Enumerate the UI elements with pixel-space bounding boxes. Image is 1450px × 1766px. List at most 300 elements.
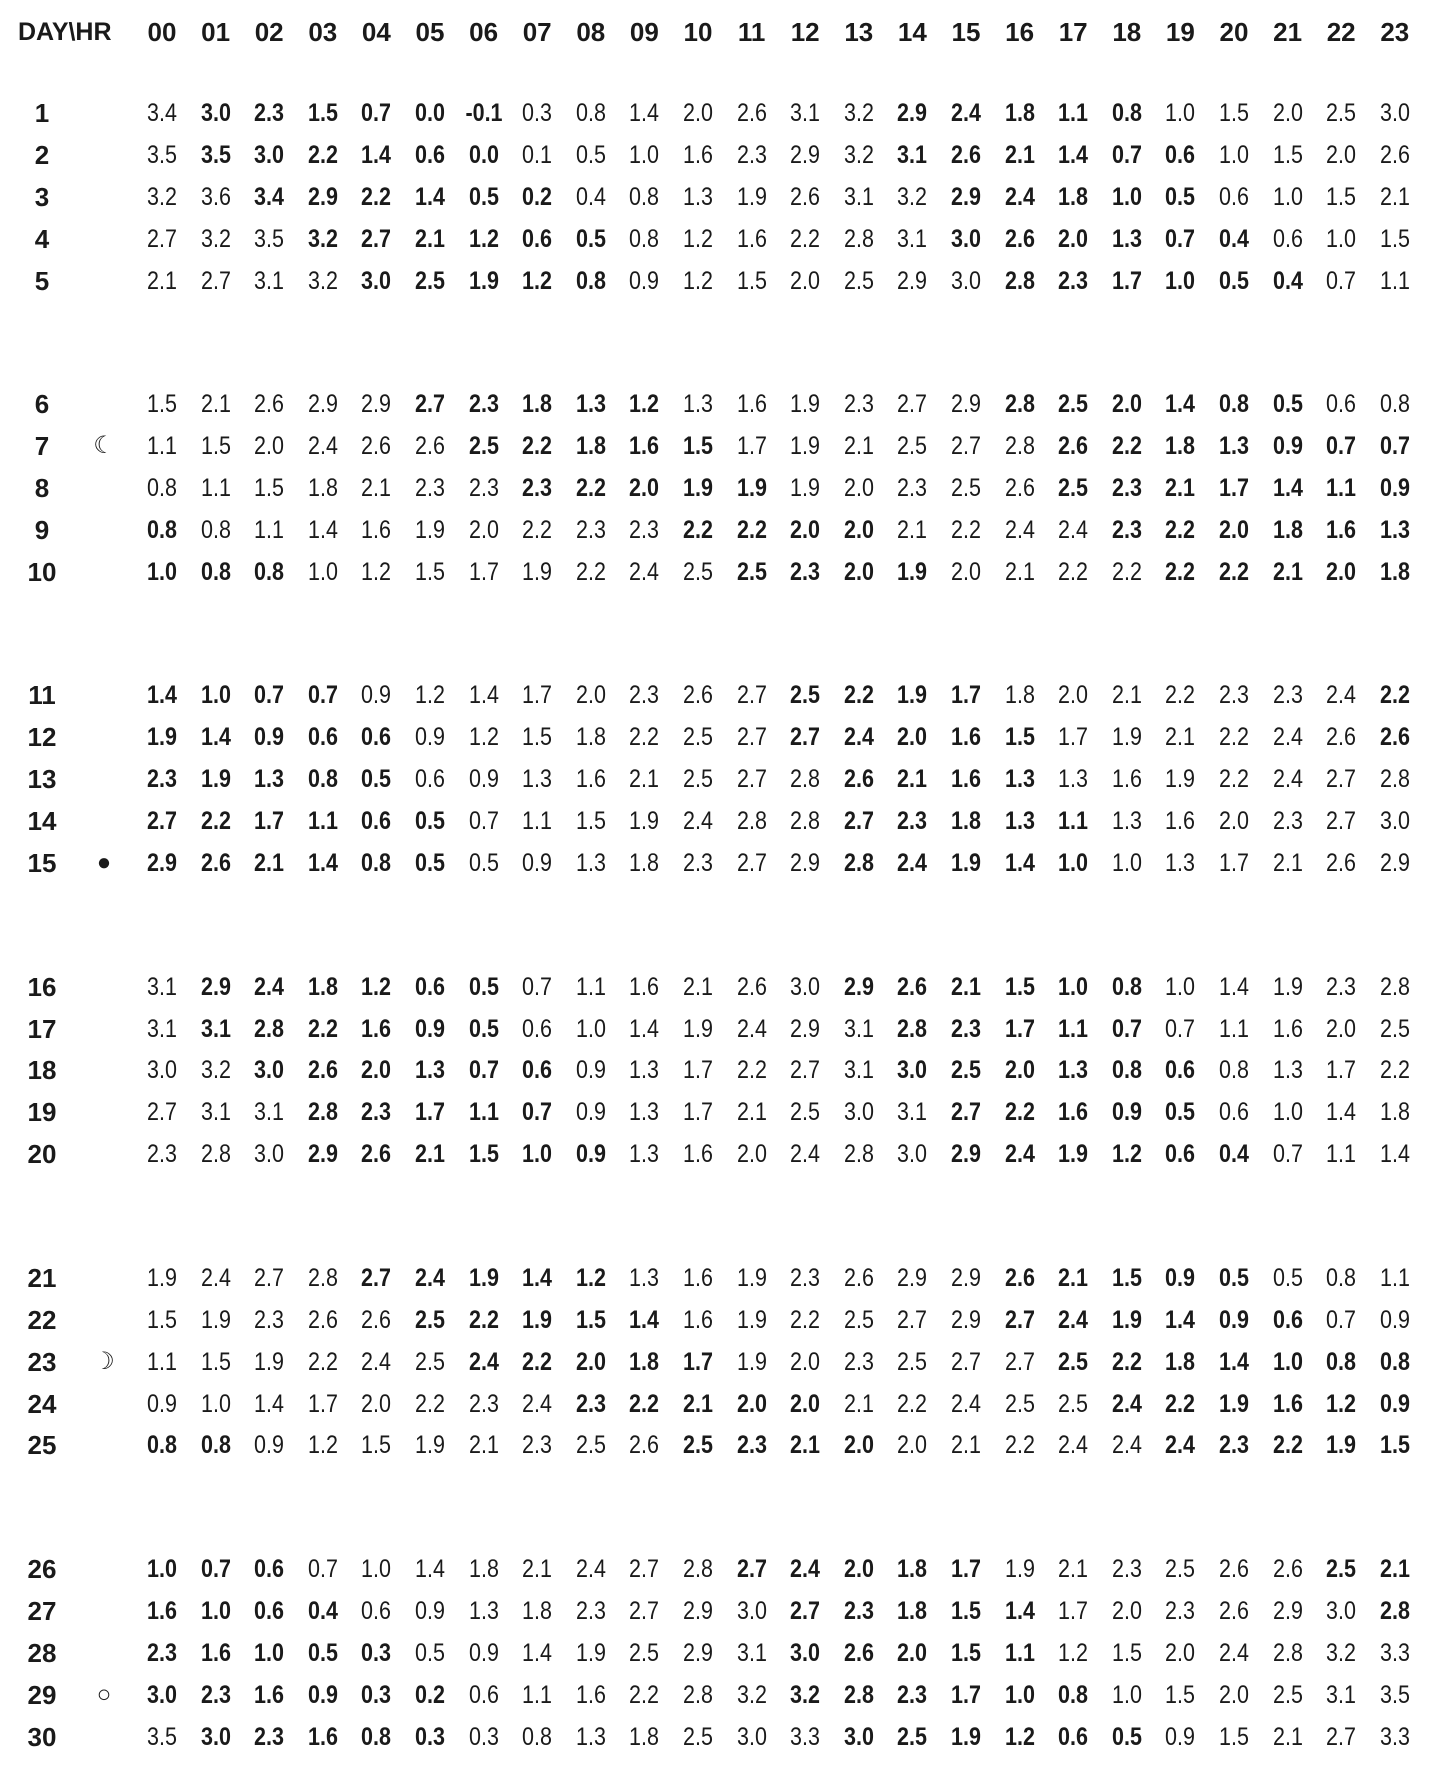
hour-header: 23 (1380, 17, 1410, 47)
tide-height-cell: 2.8 (1004, 390, 1035, 419)
tide-height-cell: 2.1 (1272, 1722, 1303, 1751)
tide-height-cell: 3.0 (361, 266, 392, 295)
tide-height-cell: 0.6 (1165, 1140, 1196, 1169)
tide-height-cell: 2.6 (951, 140, 981, 169)
tide-height-cell: 0.6 (254, 1596, 285, 1625)
tide-height-cell: 2.4 (254, 972, 285, 1001)
tide-height-cell: 1.0 (1111, 849, 1142, 877)
tide-height-cell: 2.7 (1326, 807, 1357, 836)
tide-height-cell: 0.5 (468, 182, 499, 211)
tide-height-cell: 1.8 (1165, 1347, 1196, 1376)
tide-height-cell: 2.3 (629, 681, 660, 710)
tide-height-cell: 2.2 (843, 681, 874, 710)
tide-height-cell: 3.1 (897, 1098, 928, 1127)
tide-height-cell: 1.1 (254, 515, 285, 544)
tide-height-cell: 2.9 (147, 849, 177, 877)
tide-height-cell: 0.9 (1165, 1722, 1196, 1751)
tide-height-cell: 2.8 (790, 807, 821, 836)
tide-height-cell: 1.1 (1004, 1638, 1035, 1667)
tide-height-cell: 1.2 (468, 723, 499, 752)
tide-height-cell: 2.4 (1272, 723, 1303, 752)
tide-height-cell: 1.9 (1219, 1389, 1249, 1418)
tide-height-cell: 1.9 (629, 807, 660, 836)
tide-height-cell: 1.8 (307, 972, 338, 1001)
tide-height-cell: 3.3 (1379, 1722, 1410, 1751)
tide-height-cell: 3.0 (254, 1140, 285, 1169)
tide-height-cell: 0.7 (1326, 266, 1357, 295)
tide-height-cell: 2.1 (1379, 182, 1410, 211)
tide-height-cell: 2.4 (1004, 1140, 1035, 1169)
tide-height-cell: 0.7 (1326, 432, 1357, 461)
tide-height-cell: 3.2 (897, 182, 928, 211)
tide-height-cell: 2.3 (522, 474, 553, 502)
tide-height-cell: 2.4 (1111, 1389, 1142, 1418)
tide-height-cell: 2.7 (736, 1555, 767, 1583)
tide-height-cell: 0.4 (1219, 224, 1249, 253)
tide-height-cell: 2.5 (843, 1305, 874, 1334)
tide-height-cell: 2.3 (843, 1596, 874, 1625)
hour-header: 11 (737, 17, 766, 47)
tide-height-cell: 3.2 (843, 140, 874, 169)
tide-height-cell: 2.0 (951, 557, 981, 586)
day-label: 2 (34, 139, 50, 170)
tide-height-cell: 2.9 (843, 972, 874, 1001)
tide-height-cell: 1.1 (1326, 474, 1357, 502)
tide-height-cell: 2.5 (1272, 1680, 1303, 1709)
hour-header: 06 (469, 17, 499, 47)
tide-height-cell: 1.0 (1165, 972, 1196, 1001)
tide-height-cell: 1.5 (200, 1347, 231, 1376)
tide-height-cell: 0.8 (1219, 390, 1249, 419)
tide-height-cell: 1.9 (790, 474, 821, 502)
tide-height-cell: 0.8 (1326, 1263, 1357, 1292)
tide-height-cell: 2.3 (683, 849, 713, 877)
tide-height-cell: 3.5 (200, 140, 231, 169)
tide-height-cell: 1.3 (683, 182, 713, 211)
day-label: 16 (27, 971, 57, 1002)
tide-height-cell: 3.0 (951, 266, 981, 295)
tide-height-cell: 2.8 (1379, 1596, 1410, 1625)
tide-height-cell: 1.2 (361, 972, 392, 1001)
tide-height-cell: 0.8 (1219, 1056, 1249, 1085)
tide-height-cell: 2.7 (736, 723, 767, 752)
tide-height-cell: 0.9 (415, 1014, 445, 1043)
tide-height-cell: 0.5 (468, 972, 499, 1001)
tide-height-cell: 1.8 (629, 1347, 660, 1376)
tide-height-cell: 1.7 (736, 432, 767, 461)
tide-height-cell: 0.8 (1111, 99, 1142, 127)
tide-height-cell: 3.1 (843, 1056, 874, 1085)
hour-header: 16 (1005, 17, 1035, 47)
tide-height-cell: 1.1 (1379, 1263, 1410, 1292)
tide-height-cell: 3.2 (307, 266, 338, 295)
tide-height-cell: 2.1 (415, 1140, 445, 1169)
tide-height-cell: 2.6 (1326, 849, 1357, 877)
tide-height-cell: 0.9 (307, 1680, 338, 1709)
day-label: 10 (27, 556, 57, 587)
tide-height-cell: 1.4 (1219, 972, 1249, 1001)
tide-height-cell: 3.5 (147, 1722, 177, 1751)
tide-height-cell: 0.4 (1272, 266, 1303, 295)
tide-height-cell: 0.0 (468, 140, 499, 169)
day-label: 23 (27, 1346, 57, 1377)
tide-height-cell: 2.6 (307, 1056, 338, 1085)
tide-height-cell: 2.3 (522, 1431, 553, 1460)
tide-height-cell: 0.9 (254, 1431, 285, 1460)
day-label: 25 (27, 1430, 57, 1461)
tide-height-cell: 2.1 (683, 972, 713, 1001)
tide-height-cell: 0.5 (1219, 266, 1249, 295)
tide-height-cell: 2.4 (1272, 765, 1303, 794)
tide-height-cell: 1.4 (254, 1389, 285, 1418)
tide-height-cell: 3.2 (736, 1680, 767, 1709)
hour-header: 21 (1273, 17, 1303, 47)
tide-height-cell: 2.1 (1165, 723, 1196, 752)
tide-height-cell: 1.7 (468, 557, 499, 586)
tide-height-cell: 1.9 (1165, 765, 1196, 794)
tide-height-cell: 2.5 (790, 681, 821, 710)
tide-height-cell: 2.6 (736, 99, 767, 127)
tide-height-cell: 1.9 (147, 1263, 177, 1292)
tide-height-cell: 1.2 (683, 224, 713, 253)
tide-height-cell: 1.7 (307, 1389, 338, 1418)
tide-height-cell: 1.9 (200, 765, 231, 794)
tide-height-cell: 2.3 (1111, 474, 1142, 502)
tide-height-cell: 2.1 (1272, 849, 1303, 877)
tide-height-cell: 1.5 (254, 474, 285, 502)
tide-height-cell: 2.8 (843, 1680, 874, 1709)
tide-height-cell: 0.5 (415, 807, 445, 836)
tide-height-cell: 2.2 (736, 1056, 767, 1085)
tide-height-cell: 2.2 (522, 1347, 553, 1376)
tide-height-cell: 1.0 (200, 681, 231, 710)
day-label: 28 (27, 1637, 57, 1668)
tide-height-cell: 0.8 (200, 1431, 231, 1460)
tide-height-cell: 2.7 (897, 390, 928, 419)
tide-height-cell: 3.0 (951, 224, 981, 253)
tide-height-cell: 2.8 (790, 765, 821, 794)
tide-height-cell: 3.0 (1379, 99, 1410, 127)
tide-height-cell: 0.5 (1272, 1263, 1303, 1292)
tide-height-cell: 3.0 (200, 1722, 231, 1751)
tide-height-cell: 1.8 (1004, 681, 1035, 710)
tide-height-cell: 2.5 (575, 1431, 606, 1460)
tide-height-cell: 1.9 (897, 557, 928, 586)
tide-height-cell: 2.3 (254, 1722, 285, 1751)
tide-height-cell: 1.8 (1165, 432, 1196, 461)
tide-height-cell: 1.9 (575, 1638, 606, 1667)
tide-height-cell: 2.0 (1326, 557, 1357, 586)
tide-height-cell: 3.2 (200, 224, 231, 253)
tide-height-cell: 1.0 (1326, 224, 1357, 253)
moon-phase-icon: ○ (96, 1680, 112, 1708)
tide-height-cell: 1.6 (1326, 515, 1357, 544)
tide-height-cell: 2.7 (1326, 765, 1357, 794)
tide-height-cell: 2.7 (147, 224, 177, 253)
tide-height-cell: 2.5 (468, 432, 499, 461)
tide-height-cell: 2.4 (1111, 1431, 1142, 1460)
tide-height-cell: 1.5 (307, 99, 338, 127)
tide-height-cell: 0.9 (575, 1140, 606, 1169)
tide-height-cell: -0.1 (465, 99, 503, 127)
tide-height-cell: 2.6 (415, 432, 445, 461)
tide-height-cell: 2.0 (254, 432, 285, 461)
tide-height-cell: 0.5 (468, 849, 499, 877)
tide-height-cell: 2.1 (951, 1431, 981, 1460)
tide-height-cell: 2.2 (200, 807, 231, 836)
tide-height-cell: 2.5 (415, 266, 445, 295)
day-label: 19 (27, 1097, 57, 1128)
day-label: 21 (27, 1262, 57, 1293)
tide-height-cell: 0.7 (1111, 1014, 1142, 1043)
hour-header: 13 (844, 17, 874, 47)
tide-height-cell: 2.3 (254, 1305, 285, 1334)
tide-height-cell: 1.3 (254, 765, 285, 794)
tide-height-cell: 1.4 (307, 515, 338, 544)
tide-height-cell: 2.1 (522, 1555, 553, 1583)
tide-height-cell: 2.2 (629, 723, 660, 752)
tide-height-cell: 1.0 (1111, 182, 1142, 211)
tide-height-cell: 2.9 (790, 140, 821, 169)
tide-height-cell: 2.0 (1165, 1638, 1196, 1667)
tide-height-cell: 3.2 (1326, 1638, 1357, 1667)
tide-height-cell: 0.5 (415, 849, 445, 877)
hour-header: 22 (1326, 17, 1356, 47)
tide-height-cell: 2.6 (361, 1140, 392, 1169)
tide-height-cell: 1.5 (1004, 723, 1035, 752)
tide-height-cell: 0.6 (1058, 1722, 1089, 1751)
tide-height-cell: 2.1 (790, 1431, 821, 1460)
tide-height-cell: 2.5 (415, 1347, 445, 1376)
tide-height-cell: 2.7 (951, 1347, 981, 1376)
tide-height-cell: 2.9 (683, 1596, 713, 1625)
tide-height-cell: 2.4 (1219, 1638, 1249, 1667)
tide-height-cell: 2.1 (897, 765, 928, 794)
tide-height-cell: 1.2 (522, 266, 553, 295)
tide-height-cell: 1.9 (790, 432, 821, 461)
tide-height-cell: 1.5 (951, 1596, 981, 1625)
tide-height-cell: 1.3 (468, 1596, 499, 1625)
tide-height-cell: 2.9 (1379, 849, 1410, 877)
tide-height-cell: 2.8 (254, 1014, 285, 1043)
tide-height-cell: 2.3 (897, 1680, 928, 1709)
tide-height-cell: 1.7 (1058, 1596, 1089, 1625)
tide-height-cell: 3.0 (897, 1056, 928, 1085)
tide-height-cell: 2.6 (361, 432, 392, 461)
tide-height-cell: 1.8 (522, 1596, 553, 1625)
tide-height-cell: 2.1 (200, 390, 231, 419)
tide-height-cell: 1.5 (1379, 1431, 1410, 1460)
tide-height-cell: 2.7 (736, 765, 767, 794)
tide-height-cell: 1.9 (522, 1305, 553, 1334)
tide-height-cell: 1.9 (736, 182, 767, 211)
tide-height-cell: 2.1 (1379, 1555, 1410, 1583)
tide-height-cell: 0.5 (575, 224, 606, 253)
tide-height-cell: 2.6 (254, 390, 285, 419)
hour-header: 12 (790, 17, 820, 47)
tide-height-cell: 2.5 (683, 557, 713, 586)
tide-height-cell: 2.8 (683, 1555, 713, 1583)
tide-height-cell: 2.6 (843, 1263, 874, 1292)
tide-height-cell: 0.9 (1379, 1389, 1410, 1418)
tide-height-cell: 1.9 (1111, 723, 1142, 752)
tide-height-cell: 2.0 (1326, 1014, 1357, 1043)
tide-height-cell: 3.2 (147, 182, 177, 211)
tide-height-cell: 2.7 (147, 807, 177, 836)
tide-height-cell: 1.0 (147, 557, 177, 586)
tide-height-cell: 0.6 (361, 723, 392, 752)
tide-height-cell: 0.5 (415, 1638, 445, 1667)
tide-height-cell: 1.9 (200, 1305, 231, 1334)
tide-height-cell: 0.8 (1379, 1347, 1410, 1376)
tide-height-cell: 2.2 (415, 1389, 445, 1418)
tide-height-cell: 2.6 (683, 681, 713, 710)
tide-height-cell: 2.3 (1326, 972, 1357, 1001)
tide-height-cell: 0.2 (522, 182, 553, 211)
tide-height-cell: 2.3 (415, 474, 445, 502)
tide-height-cell: 2.5 (1058, 474, 1089, 502)
day-label: 20 (27, 1139, 57, 1170)
tide-height-cell: 2.4 (1058, 515, 1089, 544)
tide-height-cell: 1.0 (1004, 1680, 1035, 1709)
tide-height-cell: 1.3 (629, 1140, 660, 1169)
tide-height-cell: 2.9 (1272, 1596, 1303, 1625)
tide-height-cell: 0.5 (1165, 1098, 1196, 1127)
tide-height-cell: 1.7 (683, 1098, 713, 1127)
tide-height-cell: 1.8 (1058, 182, 1089, 211)
tide-height-cell: 0.6 (361, 1596, 392, 1625)
hour-header: 08 (576, 17, 606, 47)
tide-height-cell: 2.0 (736, 1389, 767, 1418)
tide-height-cell: 2.0 (361, 1389, 392, 1418)
tide-height-cell: 3.1 (200, 1098, 231, 1127)
tide-height-cell: 2.0 (736, 1140, 767, 1169)
tide-height-cell: 2.7 (415, 390, 445, 419)
tide-height-cell: 1.8 (951, 807, 981, 836)
tide-height-cell: 1.8 (575, 432, 606, 461)
tide-height-cell: 1.4 (415, 182, 445, 211)
tide-height-cell: 1.4 (1272, 474, 1303, 502)
tide-height-cell: 0.5 (575, 140, 606, 169)
tide-height-cell: 2.1 (897, 515, 928, 544)
tide-height-cell: 0.6 (522, 224, 553, 253)
tide-height-cell: 0.5 (307, 1638, 338, 1667)
tide-height-cell: 3.0 (897, 1140, 928, 1169)
tide-height-cell: 1.3 (522, 765, 553, 794)
tide-height-cell: 2.7 (790, 723, 821, 752)
tide-height-cell: 3.1 (843, 1014, 874, 1043)
tide-height-cell: 1.0 (254, 1638, 285, 1667)
tide-height-cell: 2.9 (683, 1638, 713, 1667)
tide-height-cell: 2.9 (200, 972, 231, 1001)
day-label: 29 (27, 1679, 57, 1710)
tide-height-cell: 1.7 (683, 1347, 713, 1376)
tide-height-cell: 2.6 (200, 849, 231, 877)
tide-height-cell: 0.0 (415, 99, 445, 127)
tide-height-cell: 1.0 (1058, 849, 1089, 877)
tide-height-cell: 0.9 (361, 681, 392, 710)
tide-height-cell: 1.2 (1326, 1389, 1357, 1418)
tide-height-cell: 2.8 (843, 1140, 874, 1169)
tide-height-cell: 2.5 (951, 1056, 981, 1085)
tide-height-cell: 1.6 (736, 390, 767, 419)
tide-height-cell: 1.4 (1058, 140, 1089, 169)
tide-height-cell: 3.2 (843, 99, 874, 127)
tide-height-cell: 2.2 (522, 432, 553, 461)
tide-height-cell: 3.1 (790, 99, 821, 127)
tide-height-cell: 2.4 (307, 432, 338, 461)
tide-height-cell: 2.0 (629, 474, 660, 502)
tide-height-cell: 0.6 (415, 140, 445, 169)
tide-height-cell: 2.0 (575, 681, 606, 710)
tide-height-cell: 2.5 (736, 557, 767, 586)
tide-height-cell: 2.3 (1111, 515, 1142, 544)
tide-height-cell: 1.2 (575, 1263, 606, 1292)
tide-height-cell: 1.4 (629, 1014, 660, 1043)
tide-height-cell: 0.8 (1058, 1680, 1089, 1709)
day-label: 5 (34, 265, 50, 296)
tide-height-cell: 0.8 (147, 1431, 177, 1460)
tide-height-cell: 2.1 (951, 972, 981, 1001)
tide-height-cell: 0.7 (200, 1555, 231, 1583)
tide-height-cell: 2.1 (629, 765, 660, 794)
tide-height-cell: 2.1 (1004, 557, 1035, 586)
hour-header: 03 (308, 17, 338, 47)
tide-height-cell: 1.0 (1272, 182, 1303, 211)
tide-height-cell: 2.3 (951, 1014, 981, 1043)
tide-height-cell: 2.1 (415, 224, 445, 253)
tide-height-cell: 1.6 (361, 1014, 392, 1043)
tide-height-cell: 1.7 (1219, 474, 1249, 502)
hour-header: 00 (147, 17, 177, 47)
tide-height-cell: 2.2 (1165, 681, 1196, 710)
tide-height-cell: 2.0 (843, 474, 874, 502)
tide-height-cell: 1.9 (468, 266, 499, 295)
tide-height-cell: 1.3 (575, 1722, 606, 1751)
tide-height-cell: 2.2 (1004, 1098, 1035, 1127)
tide-height-cell: 1.6 (629, 432, 660, 461)
hour-header: 18 (1112, 17, 1142, 47)
tide-height-cell: 2.3 (147, 765, 177, 794)
tide-height-cell: 2.7 (1004, 1305, 1035, 1334)
tide-height-cell: 3.0 (843, 1722, 874, 1751)
tide-height-cell: 1.9 (736, 474, 767, 502)
tide-height-cell: 3.0 (147, 1680, 177, 1709)
day-label: 6 (34, 389, 50, 420)
tide-height-cell: 1.1 (1058, 807, 1089, 836)
tide-height-cell: 2.4 (1058, 1431, 1089, 1460)
tide-height-cell: 2.8 (843, 224, 874, 253)
tide-height-cell: 0.8 (1379, 390, 1410, 419)
day-label: 18 (27, 1055, 57, 1086)
tide-height-cell: 1.4 (1004, 1596, 1035, 1625)
tide-height-cell: 2.6 (307, 1305, 338, 1334)
tide-height-cell: 1.0 (361, 1555, 392, 1583)
tide-height-cell: 1.1 (522, 807, 553, 836)
tide-height-cell: 1.2 (1004, 1722, 1035, 1751)
tide-height-cell: 0.6 (522, 1014, 553, 1043)
tide-height-cell: 0.9 (468, 765, 499, 794)
tide-height-cell: 2.2 (629, 1680, 660, 1709)
tide-height-cell: 2.4 (951, 1389, 981, 1418)
tide-height-cell: 1.3 (629, 1263, 660, 1292)
tide-height-cell: 2.0 (361, 1056, 392, 1085)
hour-header: 09 (629, 17, 659, 47)
tide-height-cell: 0.8 (575, 266, 606, 295)
tide-height-cell: 1.4 (1004, 849, 1035, 877)
tide-height-cell: 2.4 (790, 1140, 821, 1169)
tide-height-cell: 2.9 (897, 99, 928, 127)
